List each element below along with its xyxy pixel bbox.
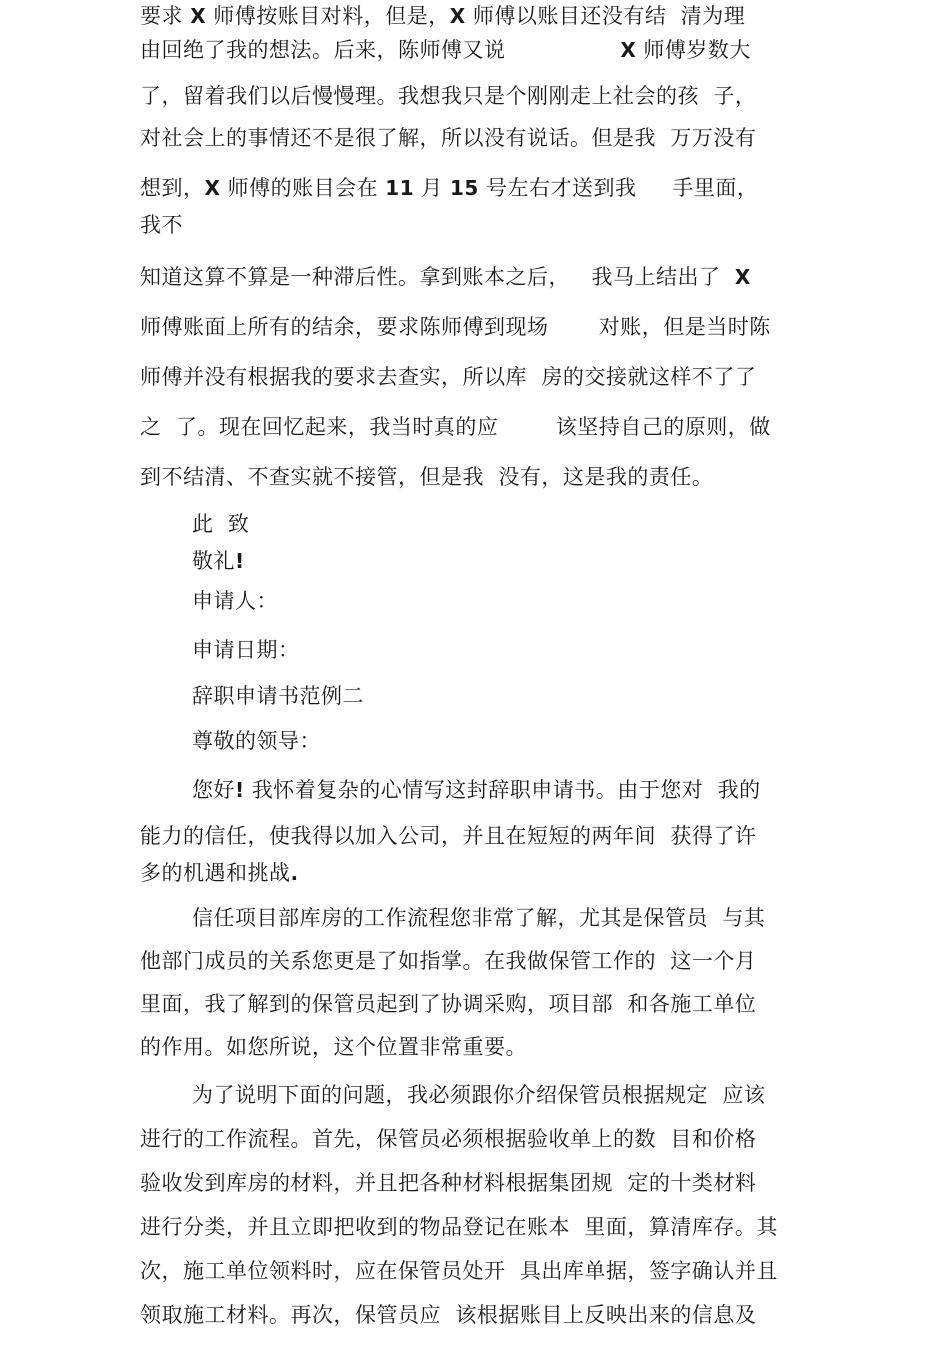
text-line: 师傅并没有根据我的要求去查实，所以库 房的交接就这样不了了 (140, 365, 757, 389)
text-line: 里面，我了解到的保管员起到了协调采购，项目部 和各施工单位 (140, 992, 757, 1016)
text-line: 进行分类，并且立即把收到的物品登记在账本 里面，算清库存。其 (140, 1215, 778, 1239)
greeting: 尊敬的领导： (192, 729, 321, 753)
text-line: 次，施工单位领料时，应在保管员处开 具出库单据，签字确认并且 (140, 1259, 778, 1283)
text-line: 的作用。如您所说，这个位置非常重要。 (140, 1035, 527, 1059)
text-line: 知道这算不算是一种滞后性。拿到账本之后， 我马上结出了 X (140, 265, 751, 289)
text-line: 师傅账面上所有的结余，要求陈师傅到现场 对账，但是当时陈 (140, 315, 771, 339)
text-line: 验收发到库房的材料，并且把各种材料根据集团规 定的十类材料 (140, 1171, 757, 1195)
text-line: 我不 (140, 213, 183, 237)
text-line: 之 了。现在回忆起来，我当时真的应 该坚持自己的原则，做 (140, 415, 771, 439)
text-line: 要求 X 师傅按账目对料，但是，X 师傅以账目还没有结 清为理 (140, 4, 746, 28)
application-date-label: 申请日期： (192, 638, 300, 662)
text-line: 他部门成员的关系您更是了如指掌。在我做保管工作的 这一个月 (140, 949, 757, 973)
text-line: 由回绝了我的想法。后来，陈师傅又说 X 师傅岁数大 (140, 38, 751, 62)
text-line: 到不结清、不查实就不接管，但是我 没有，这是我的责任。 (140, 465, 714, 489)
text-line: 多的机遇和挑战. (140, 861, 299, 885)
closing-salutation: 此 致 (192, 512, 250, 536)
text-line: 领取施工材料。再次，保管员应 该根据账目上反映出来的信息及 (140, 1303, 757, 1327)
text-line: 了，留着我们以后慢慢理。我想我只是个刚刚走上社会的孩 子， (140, 84, 757, 108)
text-line: 为了说明下面的问题，我必须跟你介绍保管员根据规定 应该 (192, 1083, 766, 1107)
text-line: 进行的工作流程。首先，保管员必须根据验收单上的数 目和价格 (140, 1127, 757, 1151)
text-line: 对社会上的事情还不是很了解，所以没有说话。但是我 万万没有 (140, 126, 757, 150)
text-line: 能力的信任，使我得以加入公司，并且在短短的两年间 获得了许 (140, 824, 757, 848)
applicant-label: 申请人： (192, 589, 278, 613)
text-line: 想到，X 师傅的账目会在 11 月 15 号左右才送到我 手里面， (140, 176, 759, 200)
section-title: 辞职申请书范例二 (192, 684, 364, 708)
closing-regards: 敬礼! (192, 549, 245, 573)
text-line: 您好! 我怀着复杂的心情写这封辞职申请书。由于您对 我的 (192, 778, 761, 802)
text-line: 信任项目部库房的工作流程您非常了解，尤其是保管员 与其 (192, 906, 766, 930)
